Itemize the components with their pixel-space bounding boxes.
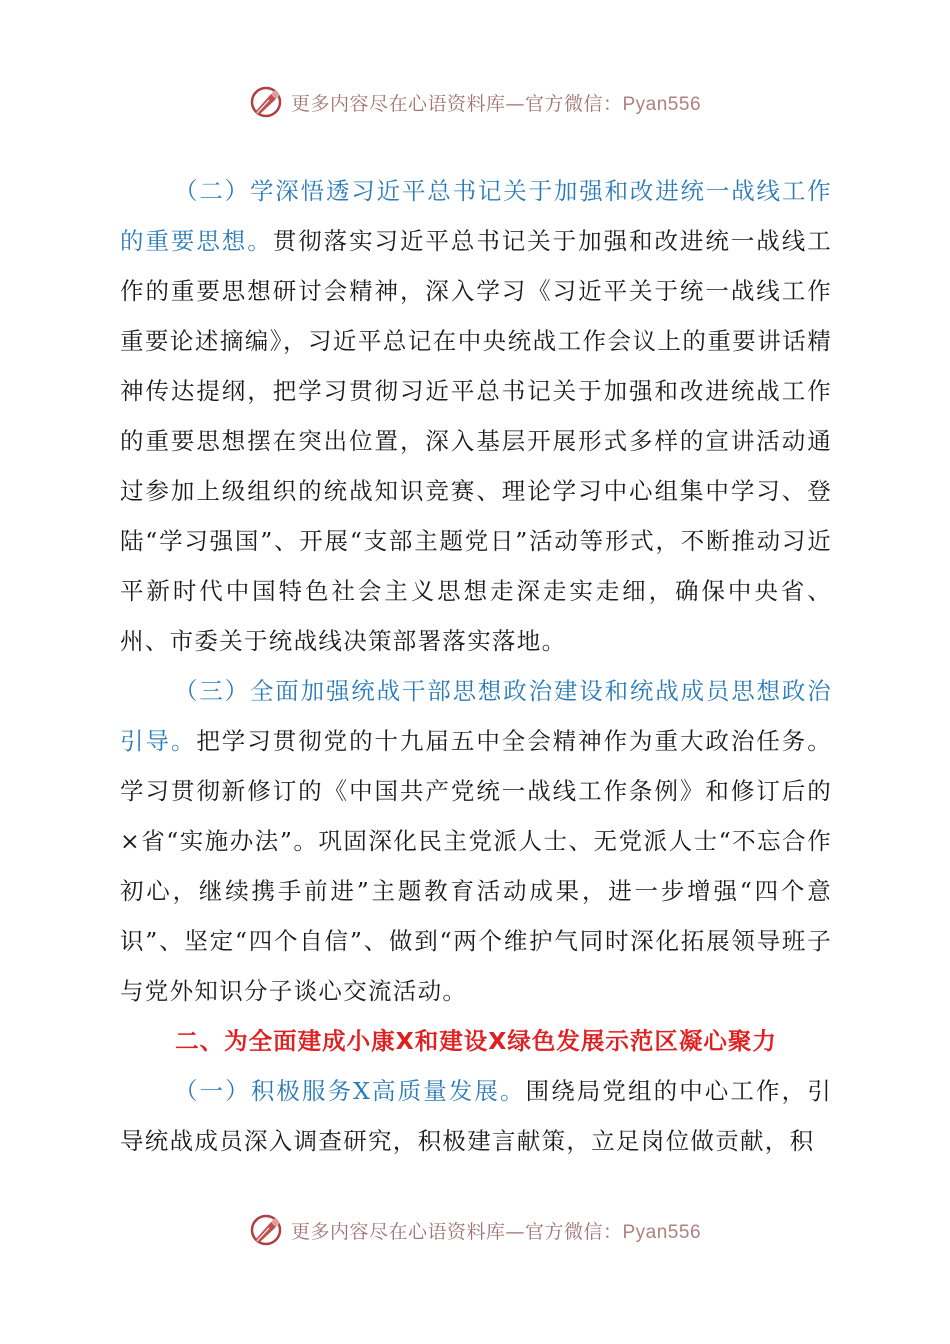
paragraph-2-3	[120, 666, 832, 1016]
paragraph-3-1	[120, 1066, 832, 1166]
wechat-id: Pyan556	[622, 93, 702, 115]
subheading-2-3: （三）全面加强统战干部思想政治建设和统战成员思想政治引导。	[120, 677, 832, 755]
paragraph-2-2	[120, 166, 832, 666]
pen-nib-icon	[249, 1213, 285, 1247]
subheading-2-2: （二）学深悟透习近平总书记关于加强和改进统一战线工作的重要思想。	[120, 177, 832, 255]
paragraph-text: 贯彻落实习近平总书记关于加强和改进统一战线工作的重要思想研讨会精神，深入学习《习近平关于统一战线工作重要论述摘编》，习近平总记在中央统战工作会议上的重要讲话精神传达提纲，把学习贯彻习近平总书记关于加强和改进统战工作的重要思想摆在突出位置，深入基层开展形式多样的宣讲活动通过参加上级组织的统战知识竞赛、理论学习中心组集中学习、登陆“学习强国”、开展“支部主题党日”活动等形式，不断推动习近平新时代中国特色社会主义思想走深走实走细，确保中央省、州、市委关于统战线决策部署落实落地。	[120, 227, 832, 655]
watermark-text: 更多内容尽在心语资料库—官方微信：Pyan556	[290, 1220, 702, 1243]
section-title-2: 二、为全面建成小康X和建设X绿色发展示范区凝心聚力	[175, 1027, 777, 1055]
watermark-text: 更多内容尽在心语资料库—官方微信：Pyan556	[290, 92, 702, 115]
subheading-3-1: （一）积极服务X高质量发展。	[174, 1077, 526, 1105]
wechat-id: Pyan556	[622, 1221, 702, 1243]
header-watermark	[0, 82, 950, 122]
pen-nib-icon	[249, 85, 285, 119]
footer-watermark	[0, 1210, 950, 1250]
paragraph-text: 把学习贯彻党的十九届五中全会精神作为重大政治任务。学习贯彻新修订的《中国共产党统一战线工作条例》和修订后的×省“实施办法”。巩固深化民主党派人士、无党派人士“不忘合作初心，继续携手前进”主题教育活动成果，进一步增强“四个意识”、坚定“四个自信”、做到“两个维护气同时深化拓展领导班子与党外知识分子谈心交流活动。	[120, 727, 832, 1005]
paragraph-text: 围绕局党组的中心工作，引导统战成员深入调查研究，积极建言献策，立足岗位做贡献，积	[120, 1077, 832, 1155]
document-body	[120, 166, 832, 1166]
